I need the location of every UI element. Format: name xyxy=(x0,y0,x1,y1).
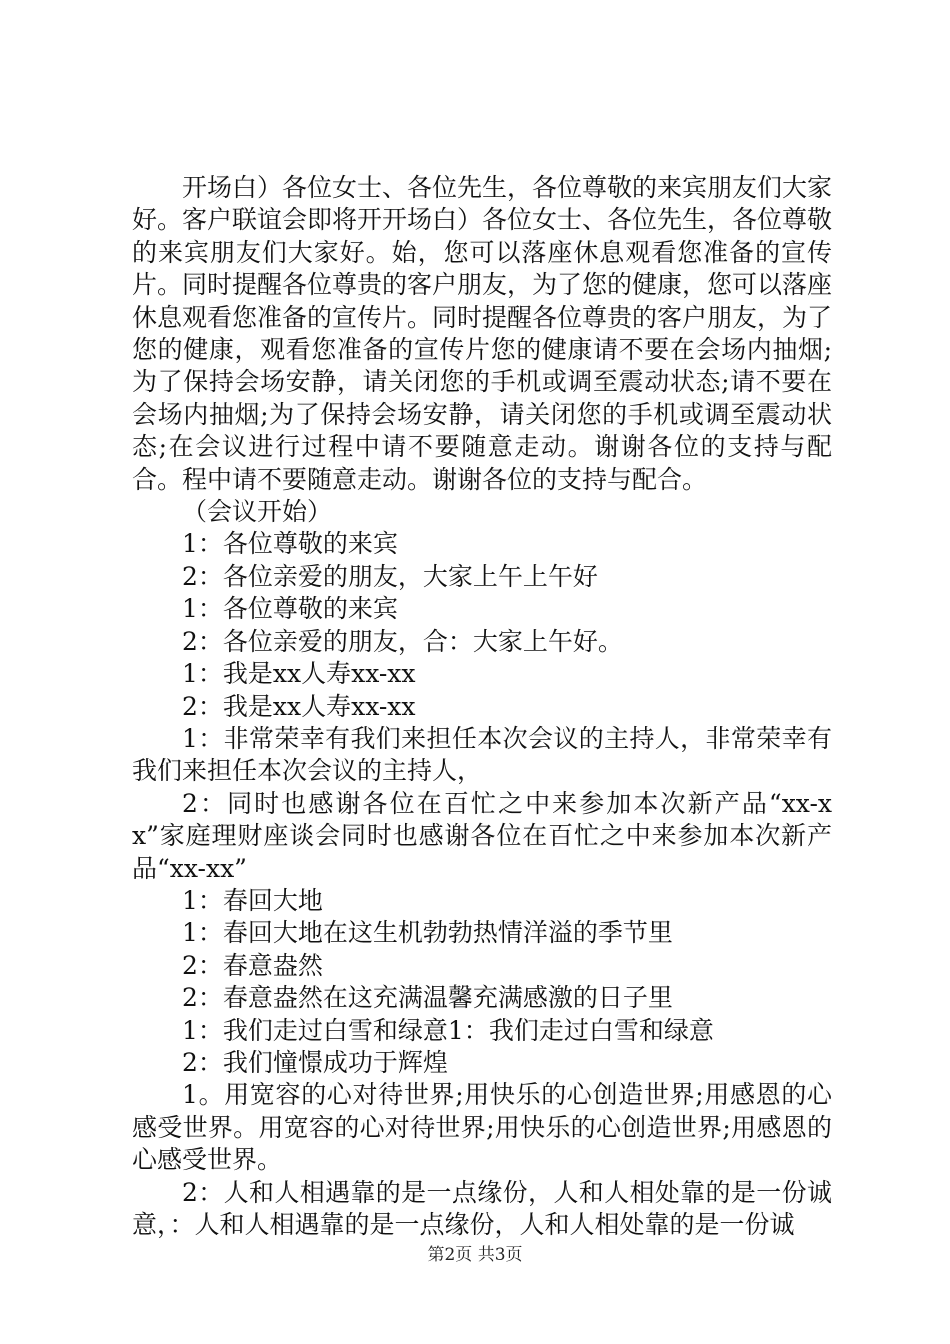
dialogue-line: 1：春回大地在这生机勃勃热情洋溢的季节里 xyxy=(182,918,673,948)
dialogue-line: 2：各位亲爱的朋友，合：大家上午好。 xyxy=(182,626,623,656)
dialogue-line: 2：人和人相遇靠的是一点缘份，人和人相处靠的是一份诚意，：人和人相遇靠的是一点缘份，人和人相处靠的是一份诚 xyxy=(132,1177,832,1239)
dialogue-line: 1：我是xx人寿xx-xx xyxy=(182,659,416,689)
dialogue-line: 2：各位亲爱的朋友，大家上午上午好 xyxy=(182,561,598,591)
dialogue-line: 2：我们憧憬成功于辉煌 xyxy=(182,1047,448,1077)
dialogue-line: 1：春回大地 xyxy=(182,885,323,915)
dialogue-line: 1。用宽容的心对待世界;用快乐的心创造世界;用感恩的心感受世界。用宽容的心对待世界;用快乐的心创造世界;用感恩的心感受世界。 xyxy=(132,1080,832,1175)
dialogue-line: 1：非常荣幸有我们来担任本次会议的主持人，非常荣幸有我们来担任本次会议的主持人， xyxy=(132,723,832,786)
dialogue-line: 2：同时也感谢各位在百忙之中来参加本次新产品“xx-xx”家庭理财座谈会同时也感谢各位在百忙之中来参加本次新产品“xx-xx” xyxy=(132,788,832,883)
paragraph-meeting-start: （会议开始） xyxy=(182,497,333,527)
dialogue-line: 2：我是xx人寿xx-xx xyxy=(182,691,416,721)
dialogue-line: 1：我们走过白雪和绿意1：我们走过白雪和绿意 xyxy=(182,1015,714,1045)
dialogue-line: 1：各位尊敬的来宾 xyxy=(182,529,398,559)
document-body xyxy=(132,172,832,1241)
page-number-footer: 第2页 共3页 xyxy=(427,1245,523,1265)
dialogue-line: 2：春意盎然 xyxy=(182,950,323,980)
paragraph-opening: 开场白）各位女士、各位先生，各位尊敬的来宾朋友们大家好。客户联谊会即将开开场白）各位女士、各位先生，各位尊敬的来宾朋友们大家好。始，您可以落座休息观看您准备的宣传片。同时提醒各位尊贵的客户朋友，为了您的健康，您可以落座休息观看您准备的宣传片。同时提醒各位尊贵的客户朋友，为了您的健康，观看您准备的宣传片您的健康请不要在会场内抽烟;为了保持会场安静，请关闭您的手机或调至震动状态;请不要在会场内抽烟;为了保持会场安静，请关闭您的手机或调至震动状态;在会议进行过程中请不要随意走动。谢谢各位的支持与配合。程中请不要随意走动。谢谢各位的支持与配合。 xyxy=(132,173,833,494)
dialogue-line: 1：各位尊敬的来宾 xyxy=(182,594,398,624)
dialogue-line: 2：春意盎然在这充满温馨充满感激的日子里 xyxy=(182,983,673,1013)
